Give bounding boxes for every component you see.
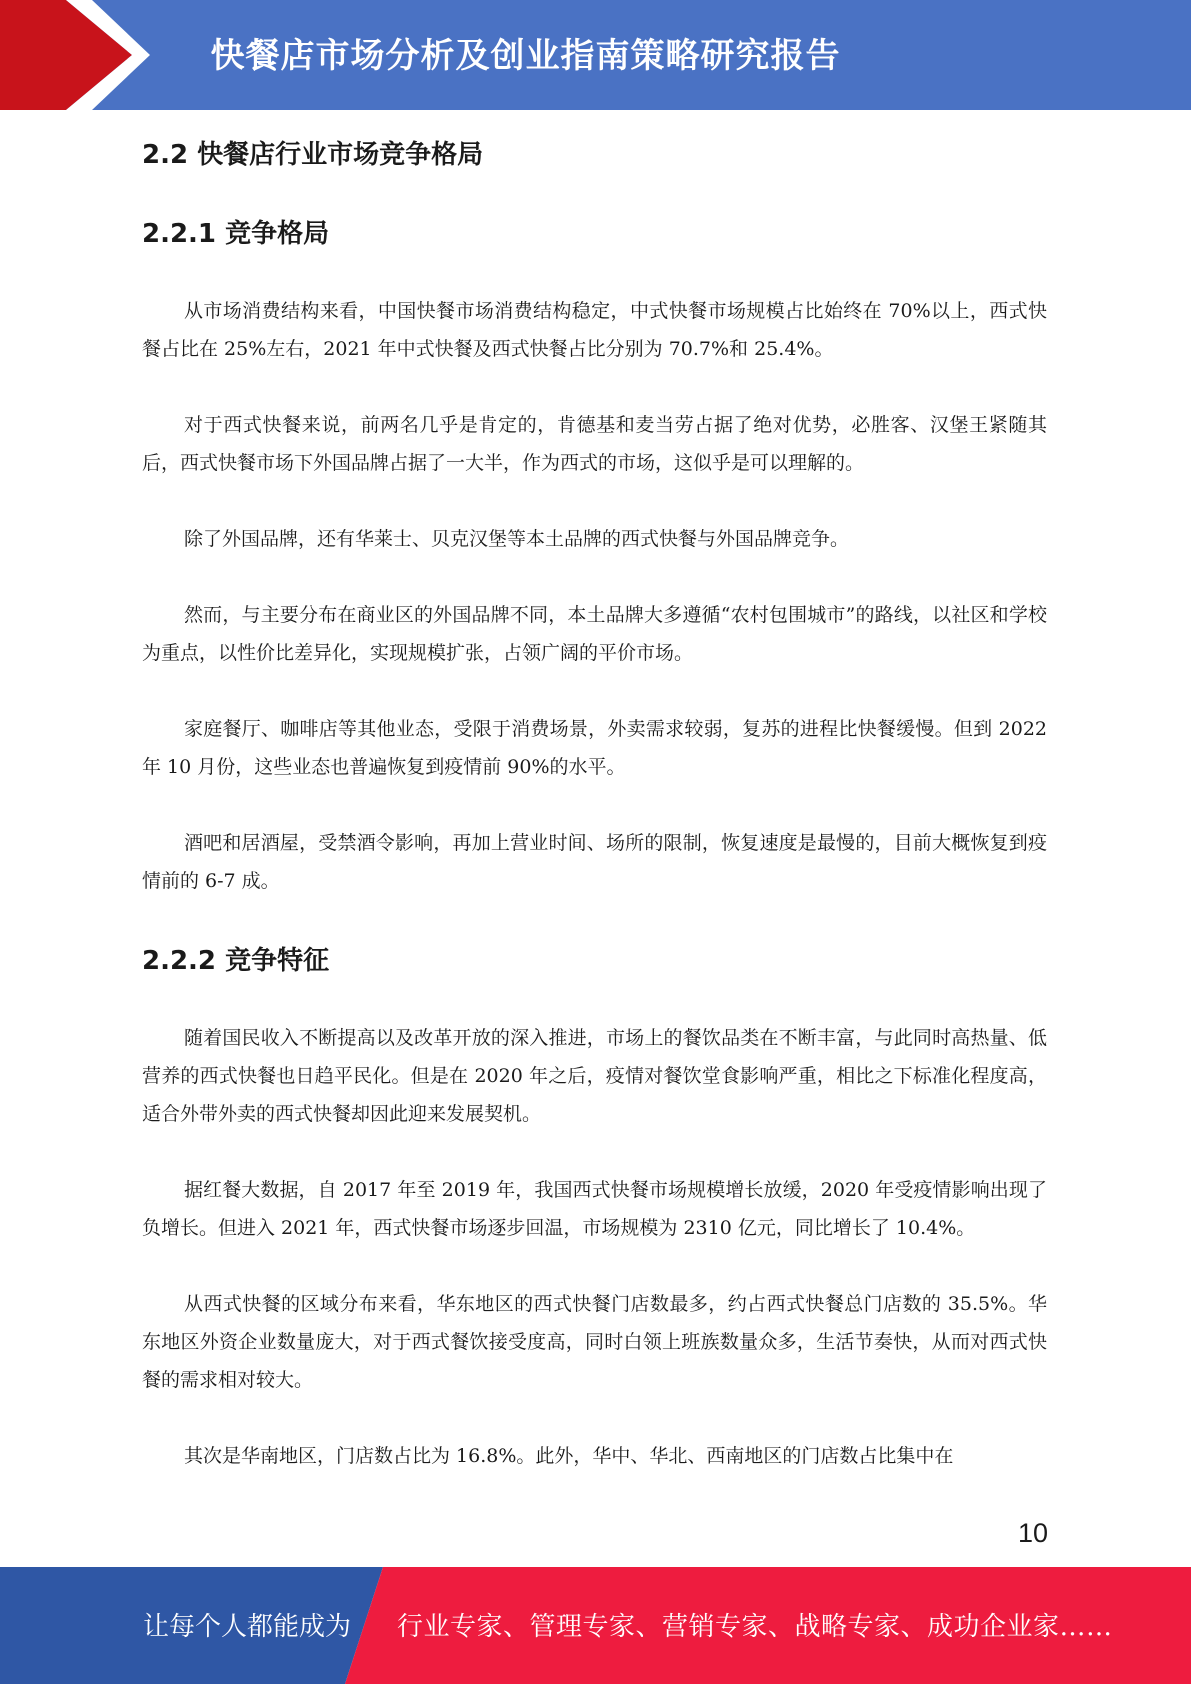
paragraph: 从西式快餐的区域分布来看，华东地区的西式快餐门店数最多，约占西式快餐总门店数的 35.5%。华东地区外资企业数量庞大，对于西式餐饮接受度高，同时白领上班族数量众多，生活节奏快，从而对西式快餐的需求相对较大。 xyxy=(142,1293,1047,1391)
footer-banner xyxy=(0,1567,1191,1684)
page-number: 10 xyxy=(1018,1518,1049,1548)
footer-slogan-right: 行业专家、管理专家、营销专家、战略专家、成功企业家…… xyxy=(397,1612,1113,1642)
paragraph: 家庭餐厅、咖啡店等其他业态，受限于消费场景，外卖需求较弱，复苏的进程比快餐缓慢。但到 2022 年 10 月份，这些业态也普遍恢复到疫情前 90%的水平。 xyxy=(142,718,1047,778)
paragraph: 从市场消费结构来看，中国快餐市场消费结构稳定，中式快餐市场规模占比始终在 70%以上，西式快餐占比在 25%左右，2021 年中式快餐及西式快餐占比分别为 70.7%和 25.4%。 xyxy=(142,300,1047,360)
section-heading-2-2-2: 2.2.2 竞争特征 xyxy=(142,946,330,976)
paragraph: 除了外国品牌，还有华莱士、贝克汉堡等本土品牌的西式快餐与外国品牌竞争。 xyxy=(184,528,850,550)
paragraph: 酒吧和居酒屋，受禁酒令影响，再加上营业时间、场所的限制，恢复速度是最慢的，目前大概恢复到疫情前的 6-7 成。 xyxy=(142,832,1047,892)
paragraph: 对于西式快餐来说，前两名几乎是肯定的，肯德基和麦当劳占据了绝对优势，必胜客、汉堡王紧随其后，西式快餐市场下外国品牌占据了一大半，作为西式的市场，这似乎是可以理解的。 xyxy=(142,414,1047,474)
paragraph: 其次是华南地区，门店数占比为 16.8%。此外，华中、华北、西南地区的门店数占比集中在 xyxy=(184,1445,954,1467)
page-content xyxy=(142,128,1047,1475)
section-heading-2-2-1: 2.2.1 竞争格局 xyxy=(142,219,330,249)
section-heading-2-2: 2.2 快餐店行业市场竞争格局 xyxy=(142,140,484,170)
paragraph: 据红餐大数据，自 2017 年至 2019 年，我国西式快餐市场规模增长放缓，2020 年受疫情影响出现了负增长。但进入 2021 年，西式快餐市场逐步回温，市场规模为 2310 亿元，同比增长了 10.4%。 xyxy=(142,1179,1047,1239)
report-title: 快餐店市场分析及创业指南策略研究报告 xyxy=(210,36,841,76)
paragraph: 然而，与主要分布在商业区的外国品牌不同，本土品牌大多遵循“农村包围城市”的路线，以社区和学校为重点，以性价比差异化，实现规模扩张，占领广阔的平价市场。 xyxy=(142,604,1047,664)
paragraph: 随着国民收入不断提高以及改革开放的深入推进，市场上的餐饮品类在不断丰富，与此同时高热量、低营养的西式快餐也日趋平民化。但是在 2020 年之后，疫情对餐饮堂食影响严重，相比之下标准化程度高，适合外带外卖的西式快餐却因此迎来发展契机。 xyxy=(142,1027,1047,1125)
header-banner xyxy=(0,0,1191,110)
footer-slogan-left: 让每个人都能成为 xyxy=(143,1612,352,1642)
